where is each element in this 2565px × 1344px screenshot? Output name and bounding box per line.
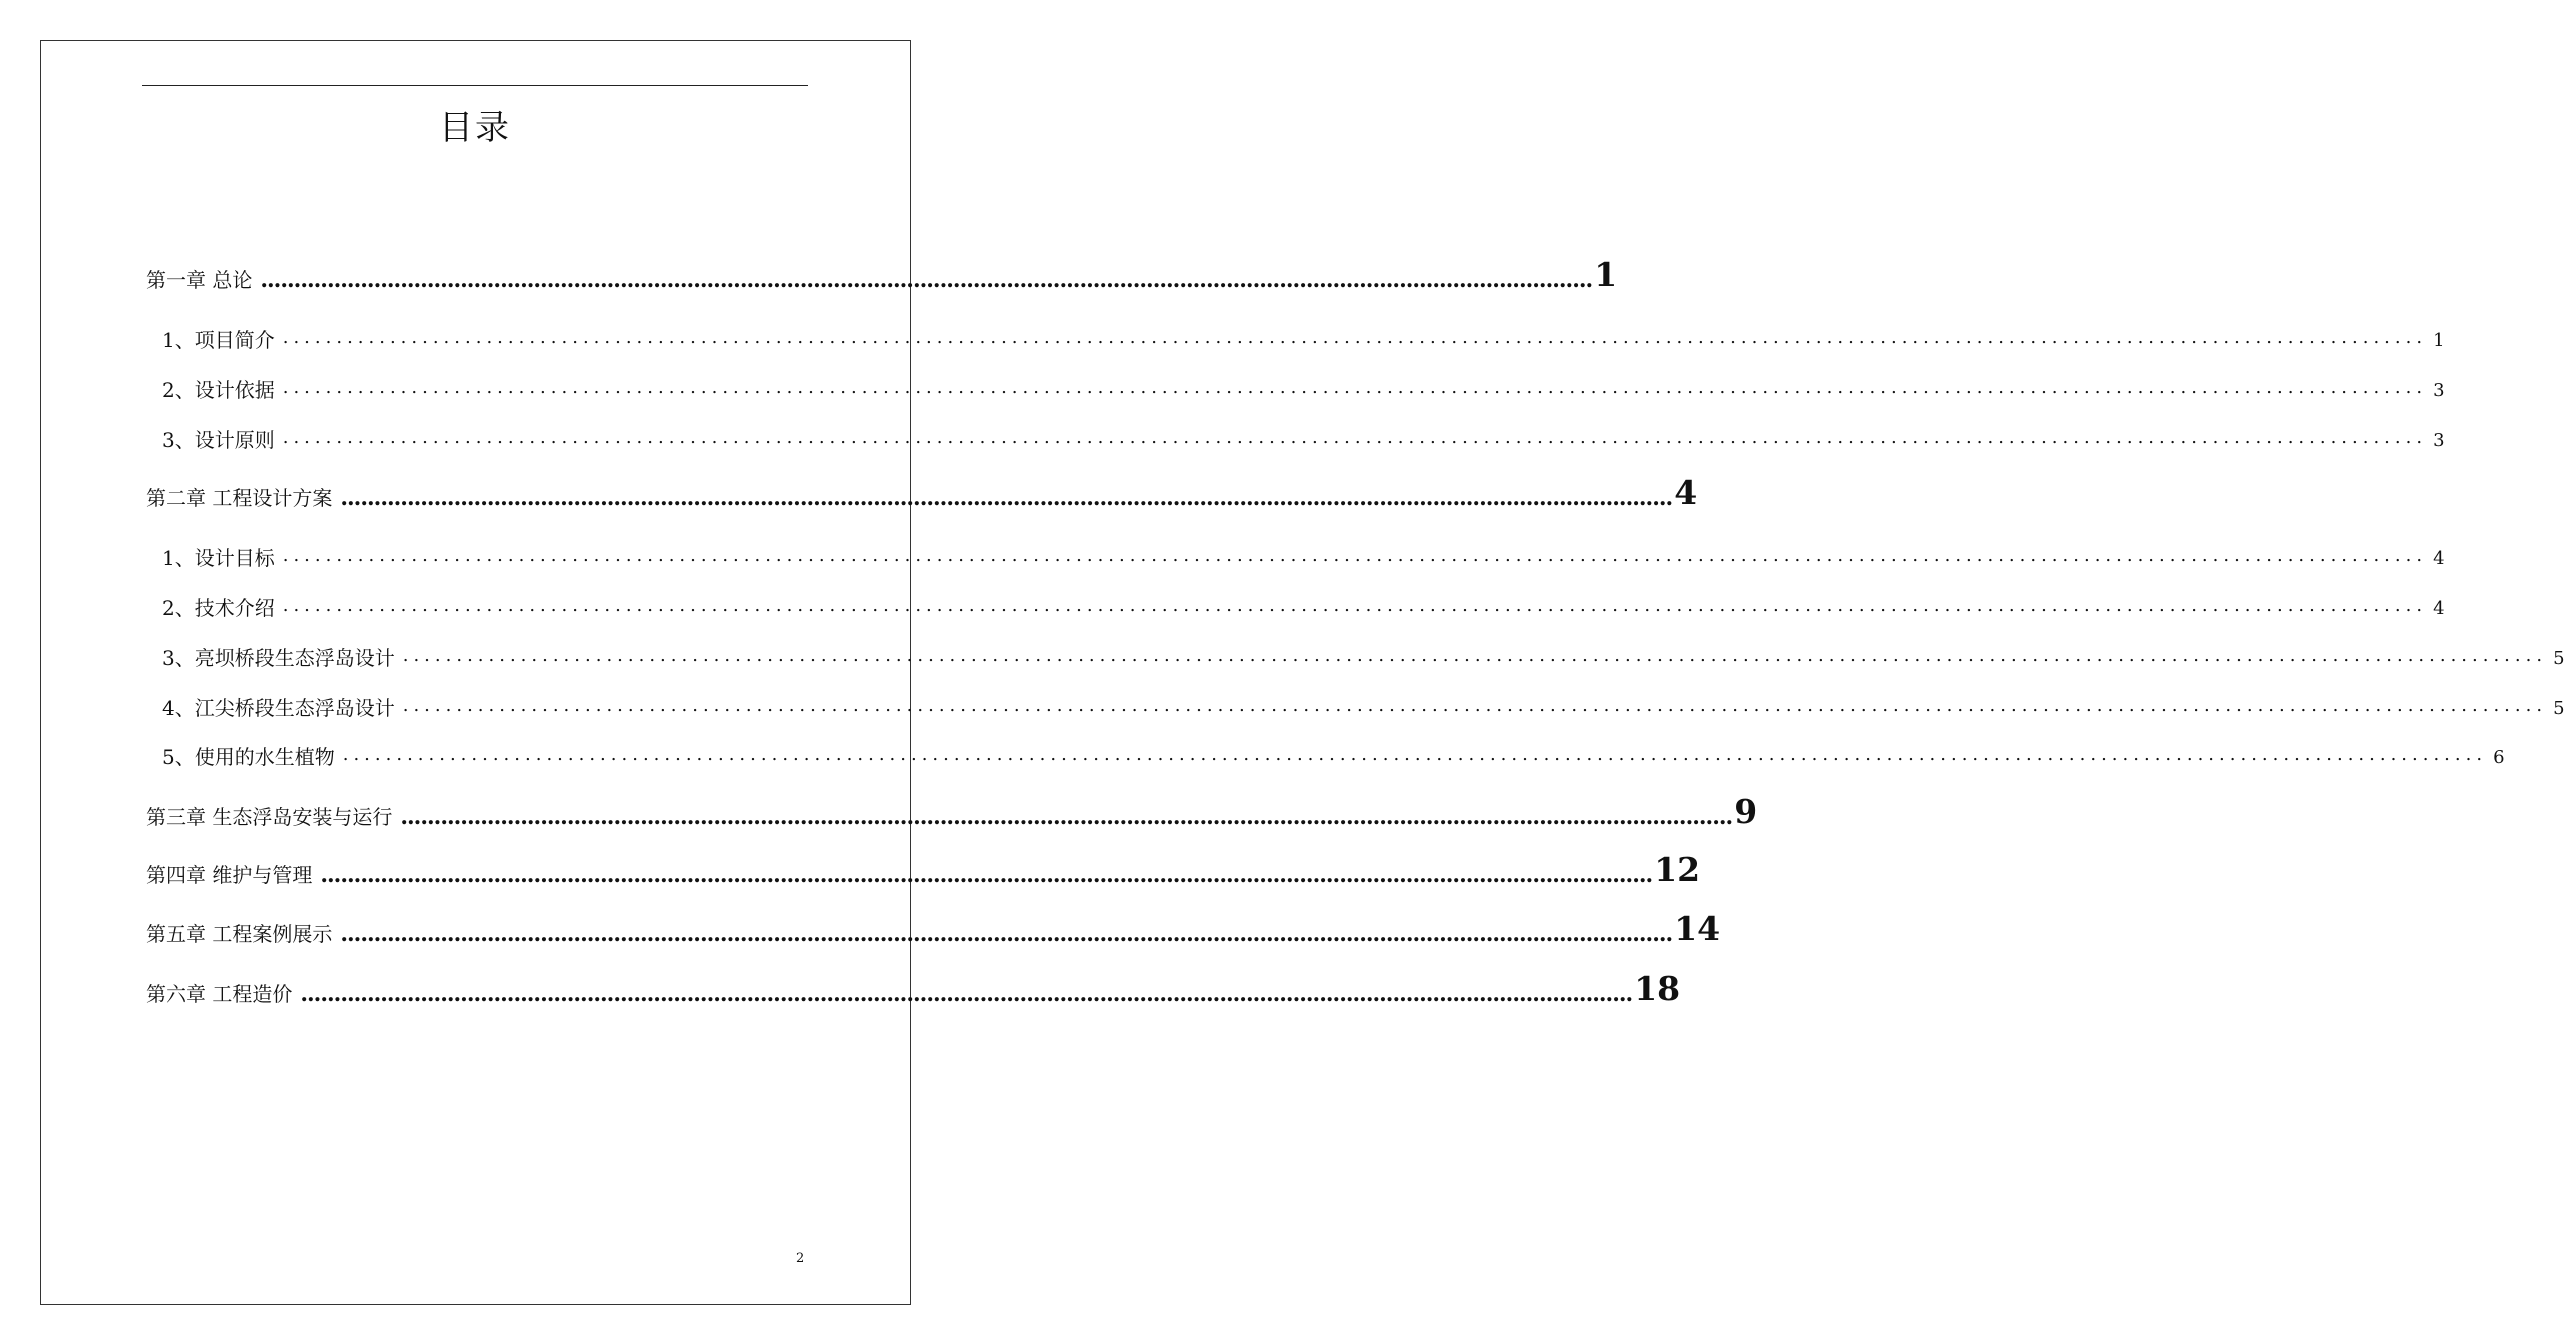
toc-page-number: 18 <box>1634 969 1681 1008</box>
dot-leader: ........................................................................................................................................................................................................ <box>402 695 2548 716</box>
toc-section-1-3[interactable] <box>146 427 2445 452</box>
page-border <box>40 40 911 1305</box>
dot-leader: ........................................................................................................................................................................................................ <box>282 427 2428 448</box>
dot-leader: ........................................................................................................................................................................................................ <box>282 327 2428 348</box>
toc-chapter-4[interactable] <box>146 850 1701 889</box>
dot-leader: ........................................................................................................................................................................................................ <box>320 862 1653 888</box>
toc-label: 第四章 维护与管理 <box>146 863 313 887</box>
toc-page-number: 1 <box>2433 330 2445 351</box>
toc-label: 1、项目简介 <box>162 328 275 352</box>
toc-label: 第五章 工程案例展示 <box>146 922 333 946</box>
dot-leader: ........................................................................................................................................................................................................ <box>282 377 2428 398</box>
toc-label: 第六章 工程造价 <box>146 982 293 1006</box>
dot-leader: ........................................................................................................................................................................................................ <box>340 485 1673 511</box>
dot-leader: ........................................................................................................................................................................................................ <box>400 804 1733 830</box>
header-rule <box>142 85 808 86</box>
toc-page-number: 4 <box>2433 548 2445 569</box>
dot-leader: ........................................................................................................................................................................................................ <box>340 921 1673 947</box>
toc-page-number: 3 <box>2433 380 2445 401</box>
toc-section-2-5[interactable] <box>146 744 2505 769</box>
dot-leader: ........................................................................................................................................................................................................ <box>300 981 1633 1007</box>
toc-page-number: 6 <box>2493 747 2505 768</box>
toc-section-2-3[interactable] <box>146 645 2565 670</box>
toc-label: 2、设计依据 <box>162 378 275 402</box>
dot-leader: ........................................................................................................................................................................................................ <box>402 645 2548 666</box>
toc-label: 第二章 工程设计方案 <box>146 486 333 510</box>
toc-label: 3、设计原则 <box>162 428 275 452</box>
toc-label: 3、亮坝桥段生态浮岛设计 <box>162 646 395 670</box>
toc-label: 4、江尖桥段生态浮岛设计 <box>162 696 395 720</box>
page-number: 2 <box>796 1251 805 1266</box>
dot-leader: ........................................................................................................................................................................................................ <box>282 595 2428 616</box>
toc-section-1-1[interactable] <box>146 327 2445 352</box>
toc-section-2-2[interactable] <box>146 595 2445 620</box>
toc-page-number: 9 <box>1734 792 1758 831</box>
toc-page-number: 4 <box>1674 473 1698 512</box>
toc-page-number: 3 <box>2433 430 2445 451</box>
toc-label: 5、使用的水生植物 <box>162 745 335 769</box>
toc-section-2-4[interactable] <box>146 695 2565 720</box>
toc-page-number: 5 <box>2553 698 2565 719</box>
toc-section-2-1[interactable] <box>146 545 2445 570</box>
toc-label: 1、设计目标 <box>162 546 275 570</box>
toc-chapter-2[interactable] <box>146 473 1698 512</box>
toc-page-number: 14 <box>1674 909 1721 948</box>
dot-leader: ........................................................................................................................................................................................................ <box>342 744 2488 765</box>
toc-page-number: 1 <box>1594 255 1618 294</box>
toc-label: 第三章 生态浮岛安装与运行 <box>146 805 393 829</box>
toc-label: 2、技术介绍 <box>162 596 275 620</box>
toc-page-number: 5 <box>2553 648 2565 669</box>
dot-leader: ........................................................................................................................................................................................................ <box>260 267 1593 293</box>
toc-title: 目录 <box>439 108 511 148</box>
toc-chapter-3[interactable] <box>146 792 1758 831</box>
toc-chapter-6[interactable] <box>146 969 1681 1008</box>
toc-page-number: 4 <box>2433 598 2445 619</box>
dot-leader: ........................................................................................................................................................................................................ <box>282 545 2428 566</box>
toc-page-number: 12 <box>1654 850 1701 889</box>
toc-label: 第一章 总论 <box>146 268 253 292</box>
toc-section-1-2[interactable] <box>146 377 2445 402</box>
toc-chapter-1[interactable] <box>146 255 1618 294</box>
toc-chapter-5[interactable] <box>146 909 1721 948</box>
